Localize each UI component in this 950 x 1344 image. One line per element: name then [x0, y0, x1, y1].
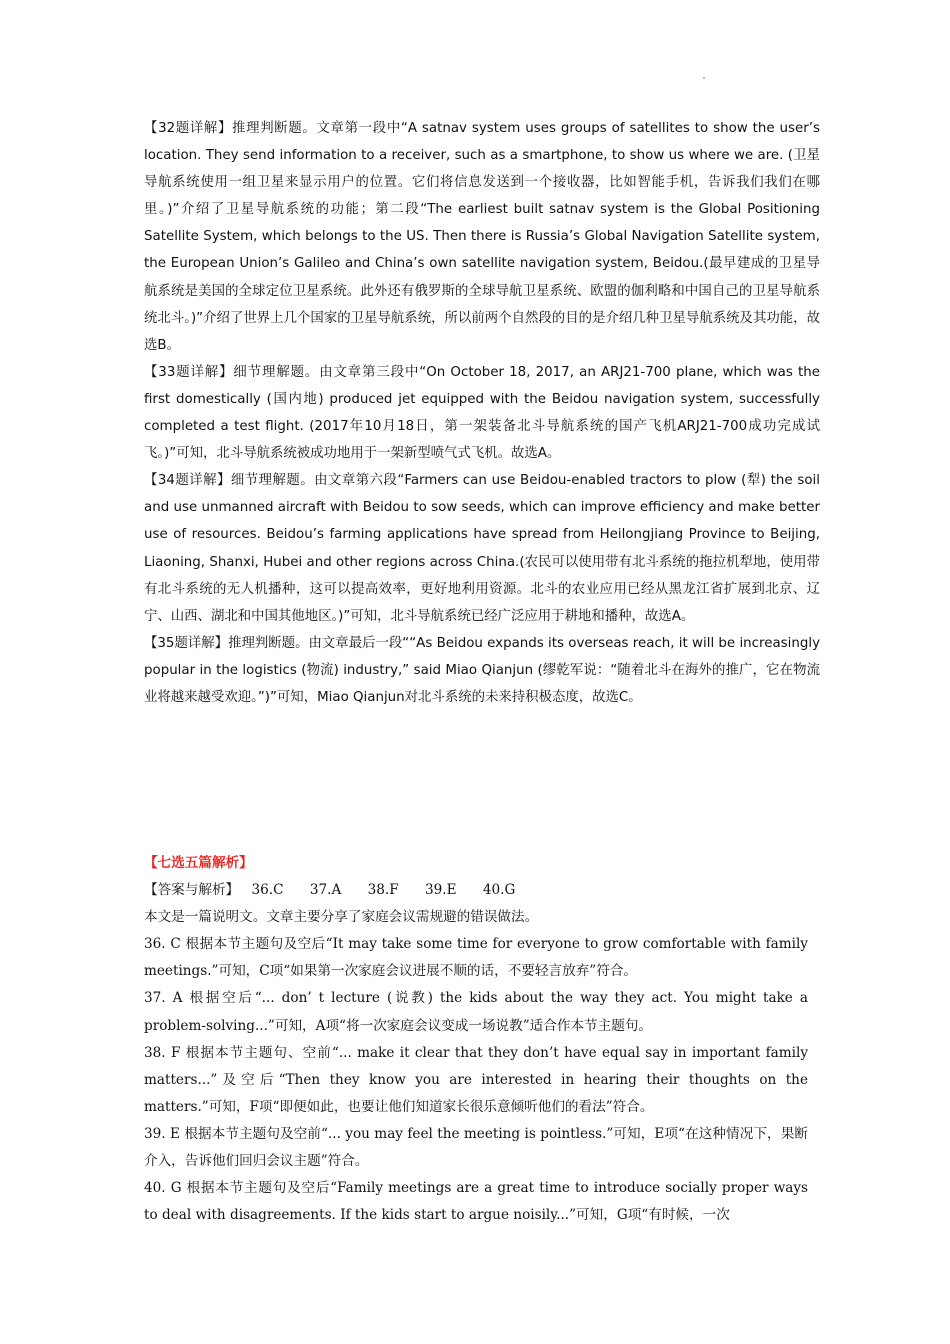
explanation-32: 【32题详解】推理判断题。文章第一段中“A satnav system uses groups of satellites to show the user’s location. They send information to a receiver, such as a smartphone, to show us where we are. (卫星导航系统使用一组卫星来显示用户的位置。它们将信息发送到一个接收器，比如智能手机，告诉我们我们在哪里。)”介绍了卫星导航系统的功能；第二段“The earliest built satnav system is the Global Positioning Satellite System, which belongs to the US. Then there is Russia’s Global Navigation Satellite system, the European Union’s Galileo and China’s own satellite navigation system, Beidou.(最早建成的卫星导航系统是美国的全球定位卫星系统。此外还有俄罗斯的全球导航卫星系统、欧盟的伽利略和中国自己的卫星导航系统北斗。)”介绍了世界上几个国家的卫星导航系统，所以前两个自然段的目的是介绍几种卫星导航系统及其功能，故选B。: [144, 121, 820, 353]
explanation-35: 【35题详解】推理判断题。由文章最后一段““As Beidou expands its overseas reach, it will be increasingly popular in the logistics (物流) industry,” said Miao Qianjun (缪乾军说：“随着北斗在海外的推广，它在物流业将越来越受欢迎。”)”可知，Miao Qianjun对北斗系统的未来持积极态度，故选C。: [144, 635, 820, 705]
answer-36: 36.C: [251, 882, 284, 899]
explanation-34: 【34题详解】细节理解题。由文章第六段“Farmers can use Beidou-enabled tractors to plow (犁) the soil and use unmanned aircraft with Beidou to sow seeds, which can improve efficiency and make better use of resources. Beidou’s farming applications have spread from Heilongjiang Province to Beijing, Liaoning, Shanxi, Hubei and other regions across China.(农民可以使用带有北斗系统的拖拉机犁地，使用带有北斗系统的无人机播种，这可以提高效率，更好地利用资源。北斗的农业应用已经从黑龙江省扩展到北京、辽宁、山西、湖北和中国其他地区。)”可知，北斗导航系统已经广泛应用于耕地和播种，故选A。: [144, 473, 820, 624]
page-mark: [703, 77, 705, 79]
reading-explanations: [144, 115, 820, 711]
item-39: 39. E 根据本节主题句及空前“... you may feel the meeting is pointless.”可知，E项“在这种情况下，果断介入，告诉他们回归会议主题”符合。: [144, 1125, 808, 1170]
item-37: 37. A 根据空后“... don’ t lecture (说教) the kids about the way they act. You might take a problem-solving...”可知，A项“将一次家庭会议变成一场说教”适合作本节主题句。: [144, 990, 808, 1034]
answer-label: 【答案与解析】: [144, 882, 240, 899]
item-36: 36. C 根据本节主题句及空后“It may take some time for everyone to grow comfortable with family meetings.”可知，C项“如果第一次家庭会议进展不顺的话，不要轻言放弃”符合。: [144, 936, 808, 980]
answer-38: 38.F: [367, 882, 399, 899]
section-heading: 【七选五篇解析】: [144, 855, 253, 871]
answer-39: 39.E: [425, 882, 457, 899]
item-40: 40. G 根据本节主题句及空后“Family meetings are a great time to introduce socially proper ways to deal with disagreements. If the kids start to argue noisily...”可知，G项“有时候，一次: [144, 1180, 808, 1224]
answer-40: 40.G: [482, 882, 516, 899]
explanation-33: 【33题详解】细节理解题。由文章第三段中“On October 18, 2017, an ARJ21-700 plane, which was the first domestically (国内地) produced jet equipped with the Beidou navigation system, successfully completed a test flight. (2017年10月18日，第一架装备北斗导航系统的国产飞机ARJ21-700成功完成试飞。)”可知，北斗导航系统被成功地用于一架新型喷气式飞机。故选A。: [144, 364, 820, 462]
seven-choose-five-section: [144, 850, 808, 1229]
answer-line: [144, 877, 808, 904]
section-intro: 本文是一篇说明文。文章主要分享了家庭会议需规避的错误做法。: [144, 909, 539, 926]
answer-37: 37.A: [309, 882, 342, 899]
item-38: 38. F 根据本节主题句、空前“... make it clear that they don’t have equal say in important family matters...”及空后“Then they know you are interested in hearing their thoughts on the matters.”可知，F项“即便如此，也要让他们知道家长很乐意倾听他们的看法”符合。: [144, 1044, 808, 1115]
answer-list: [251, 877, 537, 904]
